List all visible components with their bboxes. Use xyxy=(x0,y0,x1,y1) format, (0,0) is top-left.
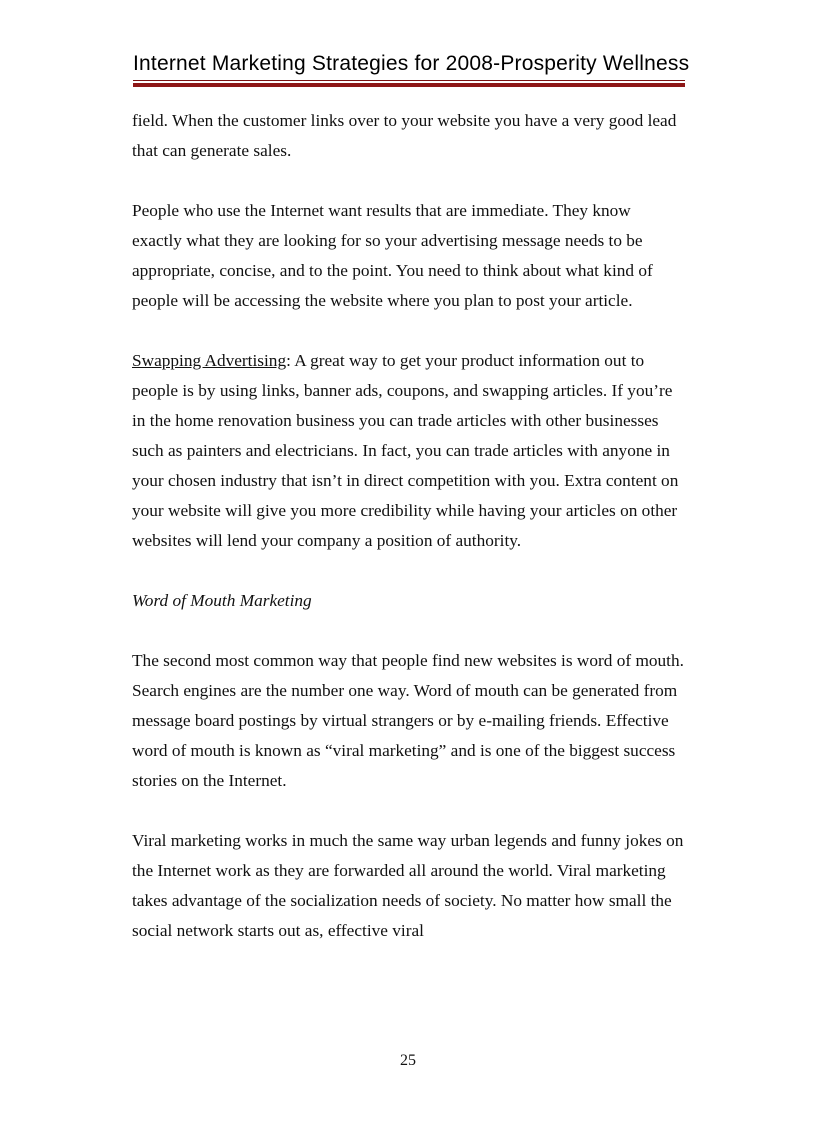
paragraph-word-of-mouth: The second most common way that people find new websites is word of mouth. Search engines are the number one way. Word of mouth can be generated from message board postings by virtual strangers or by e-mailing friends. Effective word of mouth is known as “viral marketing” and is one of the biggest success stories on the Internet. xyxy=(132,651,684,790)
page-header xyxy=(133,50,690,78)
page-body xyxy=(132,106,684,976)
paragraph-immediate-results: People who use the Internet want results that are immediate. They know exactly what they are looking for so your advertising message needs to be appropriate, concise, and to the point. You need to think about what kind of people will be accessing the website where you plan to post your article. xyxy=(132,201,653,310)
header-rule-thin xyxy=(133,80,685,81)
swapping-advertising-text: : A great way to get your product information out to people is by using links, banner ads, coupons, and swapping articles. If you’re in the home renovation business you can trade articles with other businesses such as painters and electricians. In fact, you can trade articles with anyone in your chosen industry that isn’t in direct competition with you. Extra content on your website will give you more credibility while having your articles on other websites will lend your company a position of authority. xyxy=(132,351,679,550)
swapping-advertising-label: Swapping Advertising xyxy=(132,351,287,370)
header-title: Internet Marketing Strategies for 2008-Prosperity Wellness xyxy=(133,52,690,75)
page-number: 25 xyxy=(400,1052,416,1069)
paragraph-swapping-advertising xyxy=(132,346,684,556)
section-heading: Word of Mouth Marketing xyxy=(132,591,312,610)
paragraph-continuation: field. When the customer links over to your website you have a very good lead that can generate sales. xyxy=(132,111,677,160)
paragraph-viral-marketing: Viral marketing works in much the same way urban legends and funny jokes on the Internet work as they are forwarded all around the world. Viral marketing takes advantage of the socialization needs of society. No matter how small the social network starts out as, effective viral xyxy=(132,831,684,940)
header-rule-thick xyxy=(133,83,685,87)
